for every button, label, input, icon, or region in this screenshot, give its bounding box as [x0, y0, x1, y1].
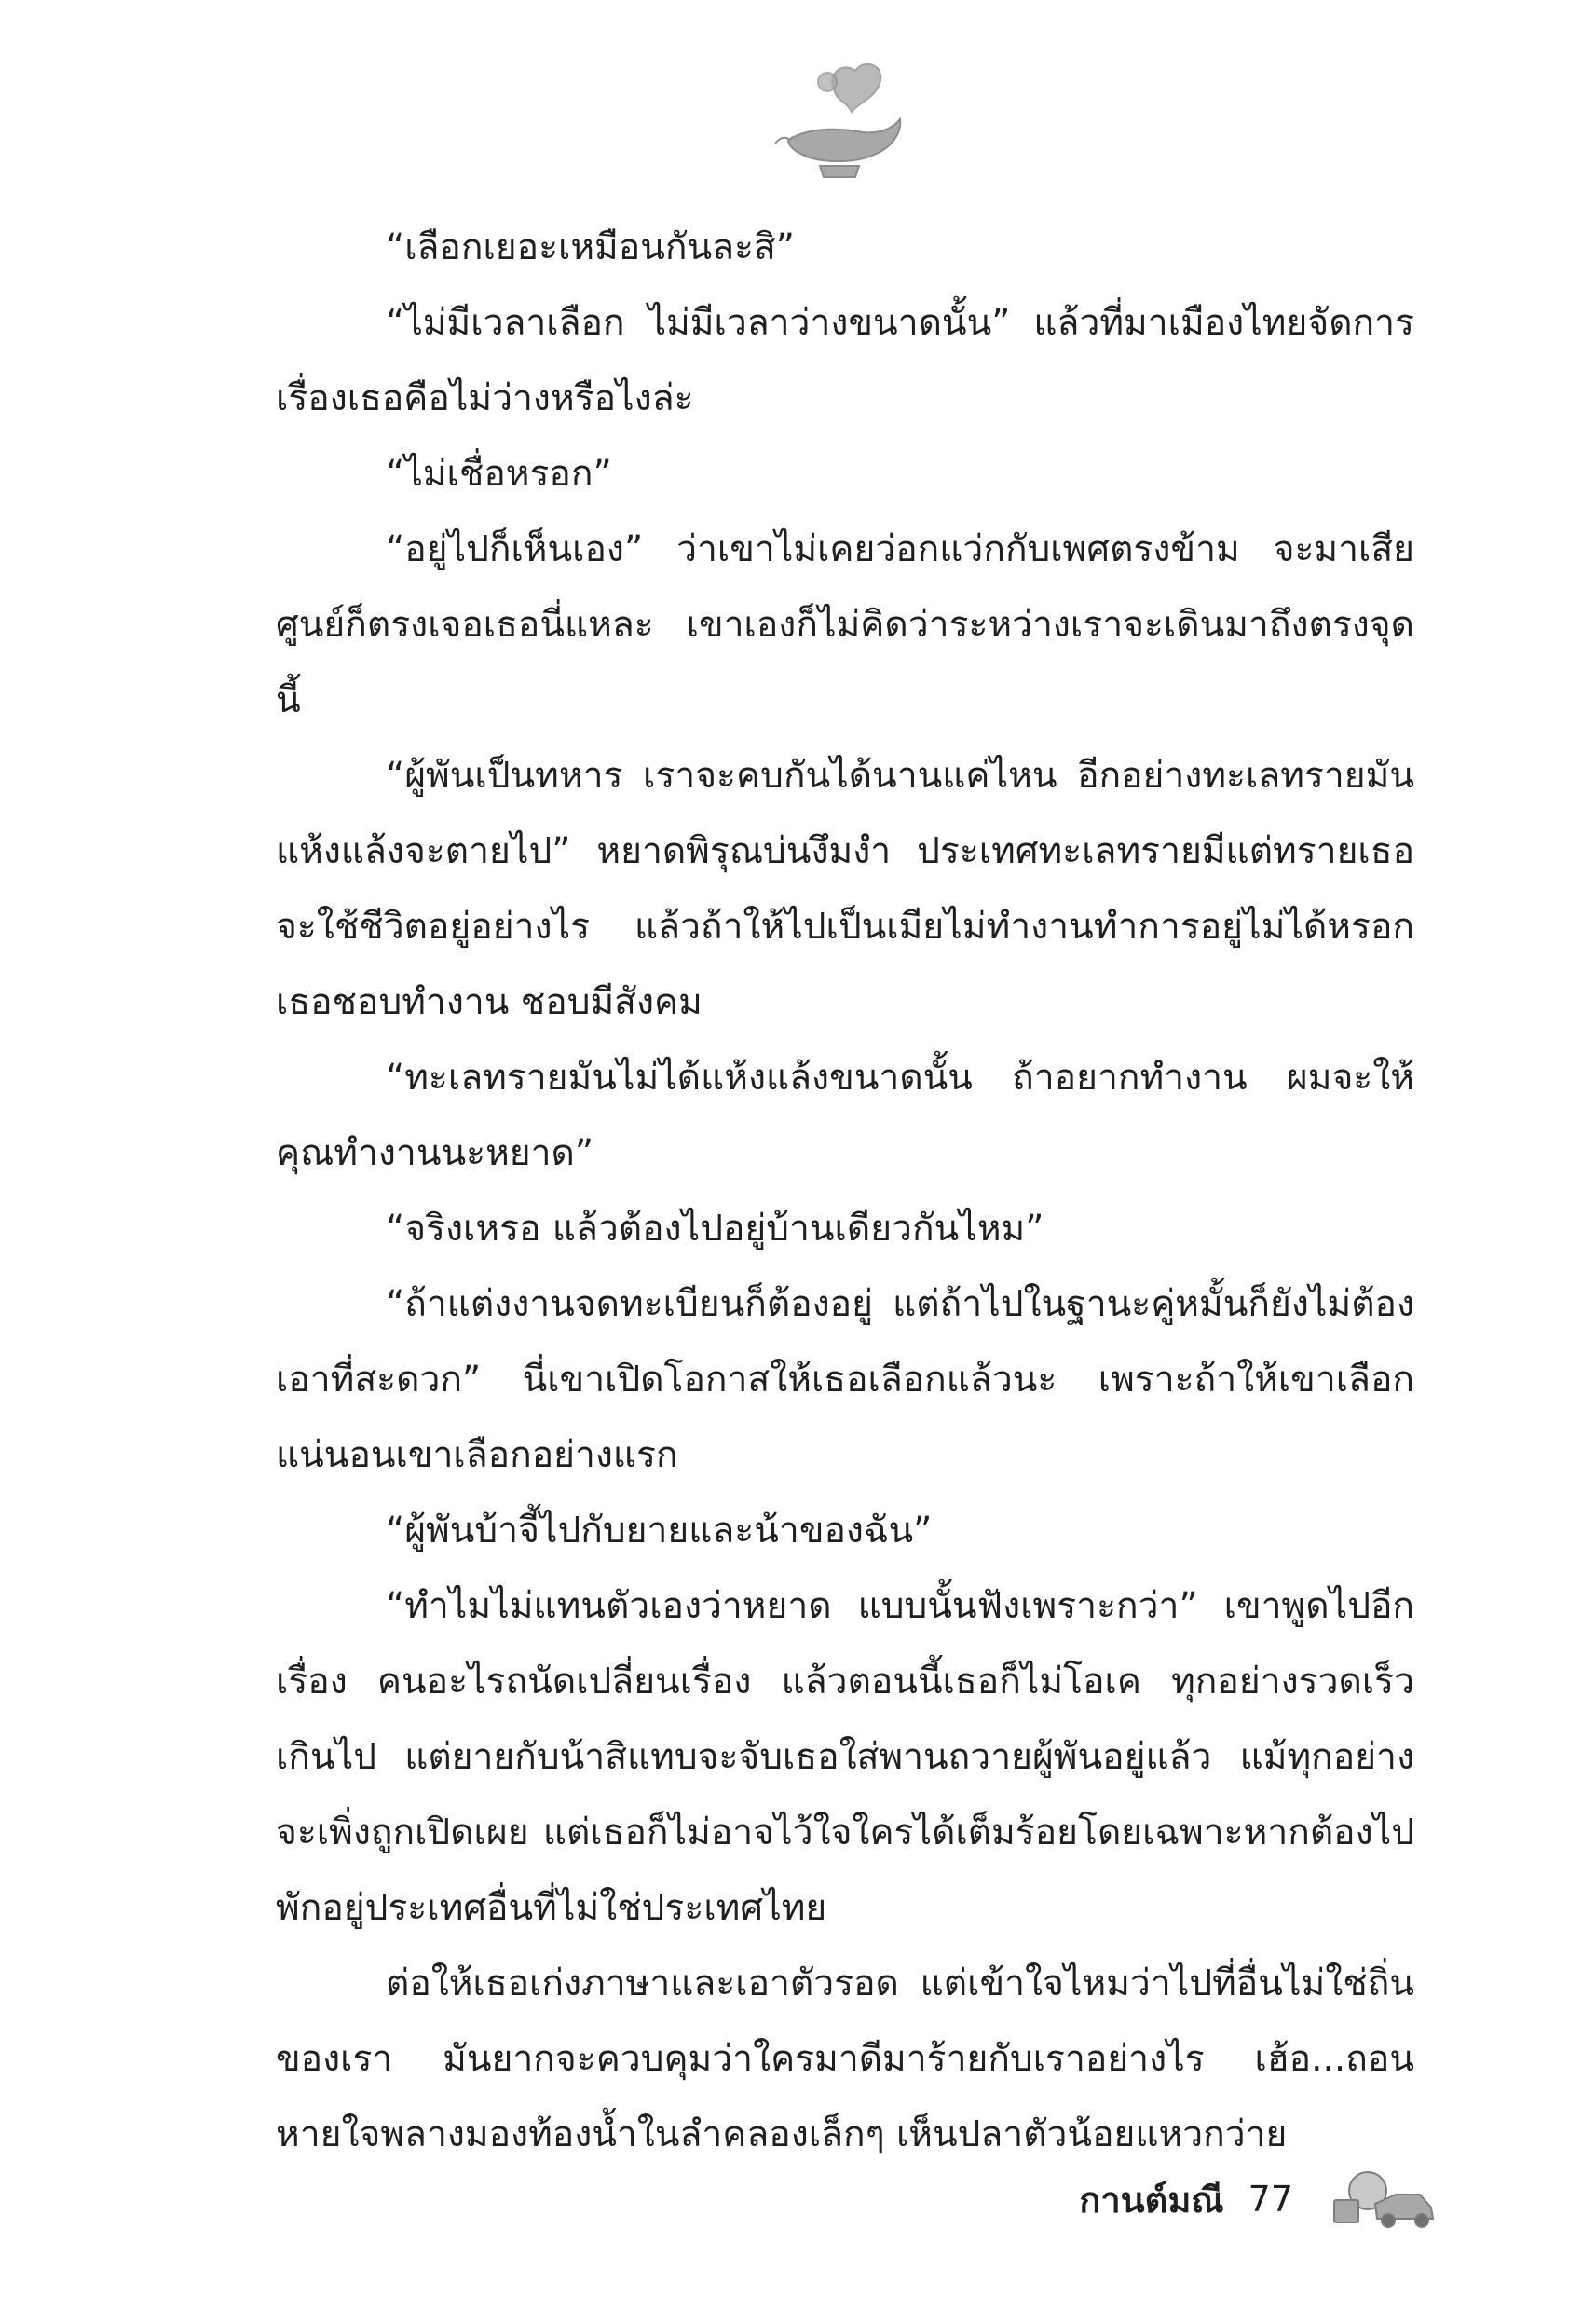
paragraph: ต่อให้เธอเก่งภาษาและเอาตัวรอด แต่เข้าใจไหมว่าไปที่อื่นไม่ใช่ถิ่นของเรา มันยากจะควบคุมว่าใครมาดีมาร้ายกับเราอย่างไร เฮ้อ...ถอนหายใจพลางมองท้องน้ำในลำคลองเล็กๆ เห็นปลาตัวน้อยแหวกว่าย — [276, 1962, 1414, 2155]
paragraph: “ทะเลทรายมันไม่ได้แห้งแล้งขนาดนั้น ถ้าอยากทำงาน ผมจะให้คุณทำงานนะหยาด” — [276, 1057, 1414, 1174]
paragraph: “ผู้พันบ้าจี้ไปกับยายและน้าของฉัน” — [386, 1510, 933, 1552]
paragraph: “อยู่ไปก็เห็นเอง” ว่าเขาไม่เคยว่อกแว่กกับเพศตรงข้าม จะมาเสียศูนย์ก็ตรงเจอเธอนี่แหละ เขาเองก็ไม่คิดว่าระหว่างเราจะเดินมาถึงตรงจุดนี้ — [276, 528, 1414, 721]
paragraph: “ไม่มีเวลาเลือก ไม่มีเวลาว่างขนาดนั้น” แล้วที่มาเมืองไทยจัดการเรื่องเธอคือไม่ว่างหรือไงล่ะ — [276, 302, 1414, 419]
genie-lamp-icon — [770, 54, 909, 185]
paragraph: “ผู้พันเป็นทหาร เราจะคบกันได้นานแค่ไหน อีกอย่างทะเลทรายมันแห้งแล้งจะตายไป” หยาดพิรุณบ่นงึมงำ ประเทศทะเลทรายมีแต่ทรายเธอจะใช้ชีวิตอยู่อย่างไร แล้วถ้าให้ไปเป็นเมียไม่ทำงานทำการอยู่ไม่ได้หรอก เธอชอบทำงาน ชอบมีสังคม — [276, 755, 1414, 1023]
paragraph: “ถ้าแต่งงานจดทะเบียนก็ต้องอยู่ แต่ถ้าไปในฐานะคู่หมั้นก็ยังไม่ต้อง เอาที่สะดวก” นี่เขาเปิดโอกาสให้เธอเลือกแล้วนะ เพราะถ้าให้เขาเลือก แน่นอนเขาเลือกอย่างแรก — [276, 1283, 1414, 1476]
page-number: 77 — [1248, 2179, 1293, 2220]
toy-car-globe-icon — [1330, 2167, 1438, 2232]
paragraph: “ไม่เชื่อหรอก” — [386, 453, 612, 495]
body-text — [276, 210, 1414, 2172]
paragraph: “ทำไมไม่แทนตัวเองว่าหยาด แบบนั้นฟังเพราะกว่า” เขาพูดไปอีกเรื่อง คนอะไรถนัดเปลี่ยนเรื่อง แล้วตอนนี้เธอก็ไม่โอเค ทุกอย่างรวดเร็วเกินไป แต่ยายกับน้าสิแทบจะจับเธอใส่พานถวายผู้พันอยู่แล้ว แม้ทุกอย่างจะเพิ่งถูกเปิดเผย แต่เธอก็ไม่อาจไว้ใจใครได้เต็มร้อยโดยเฉพาะหากต้องไปพักอยู่ประเทศอื่นที่ไม่ใช่ประเทศไทย — [276, 1585, 1414, 1929]
paragraph: “จริงเหรอ แล้วต้องไปอยู่บ้านเดียวกันไหม” — [386, 1208, 1044, 1250]
book-title: กานต์มณี — [1079, 2179, 1224, 2221]
paragraph: “เลือกเยอะเหมือนกันละสิ” — [386, 226, 795, 268]
page-footer — [1079, 2162, 1438, 2236]
